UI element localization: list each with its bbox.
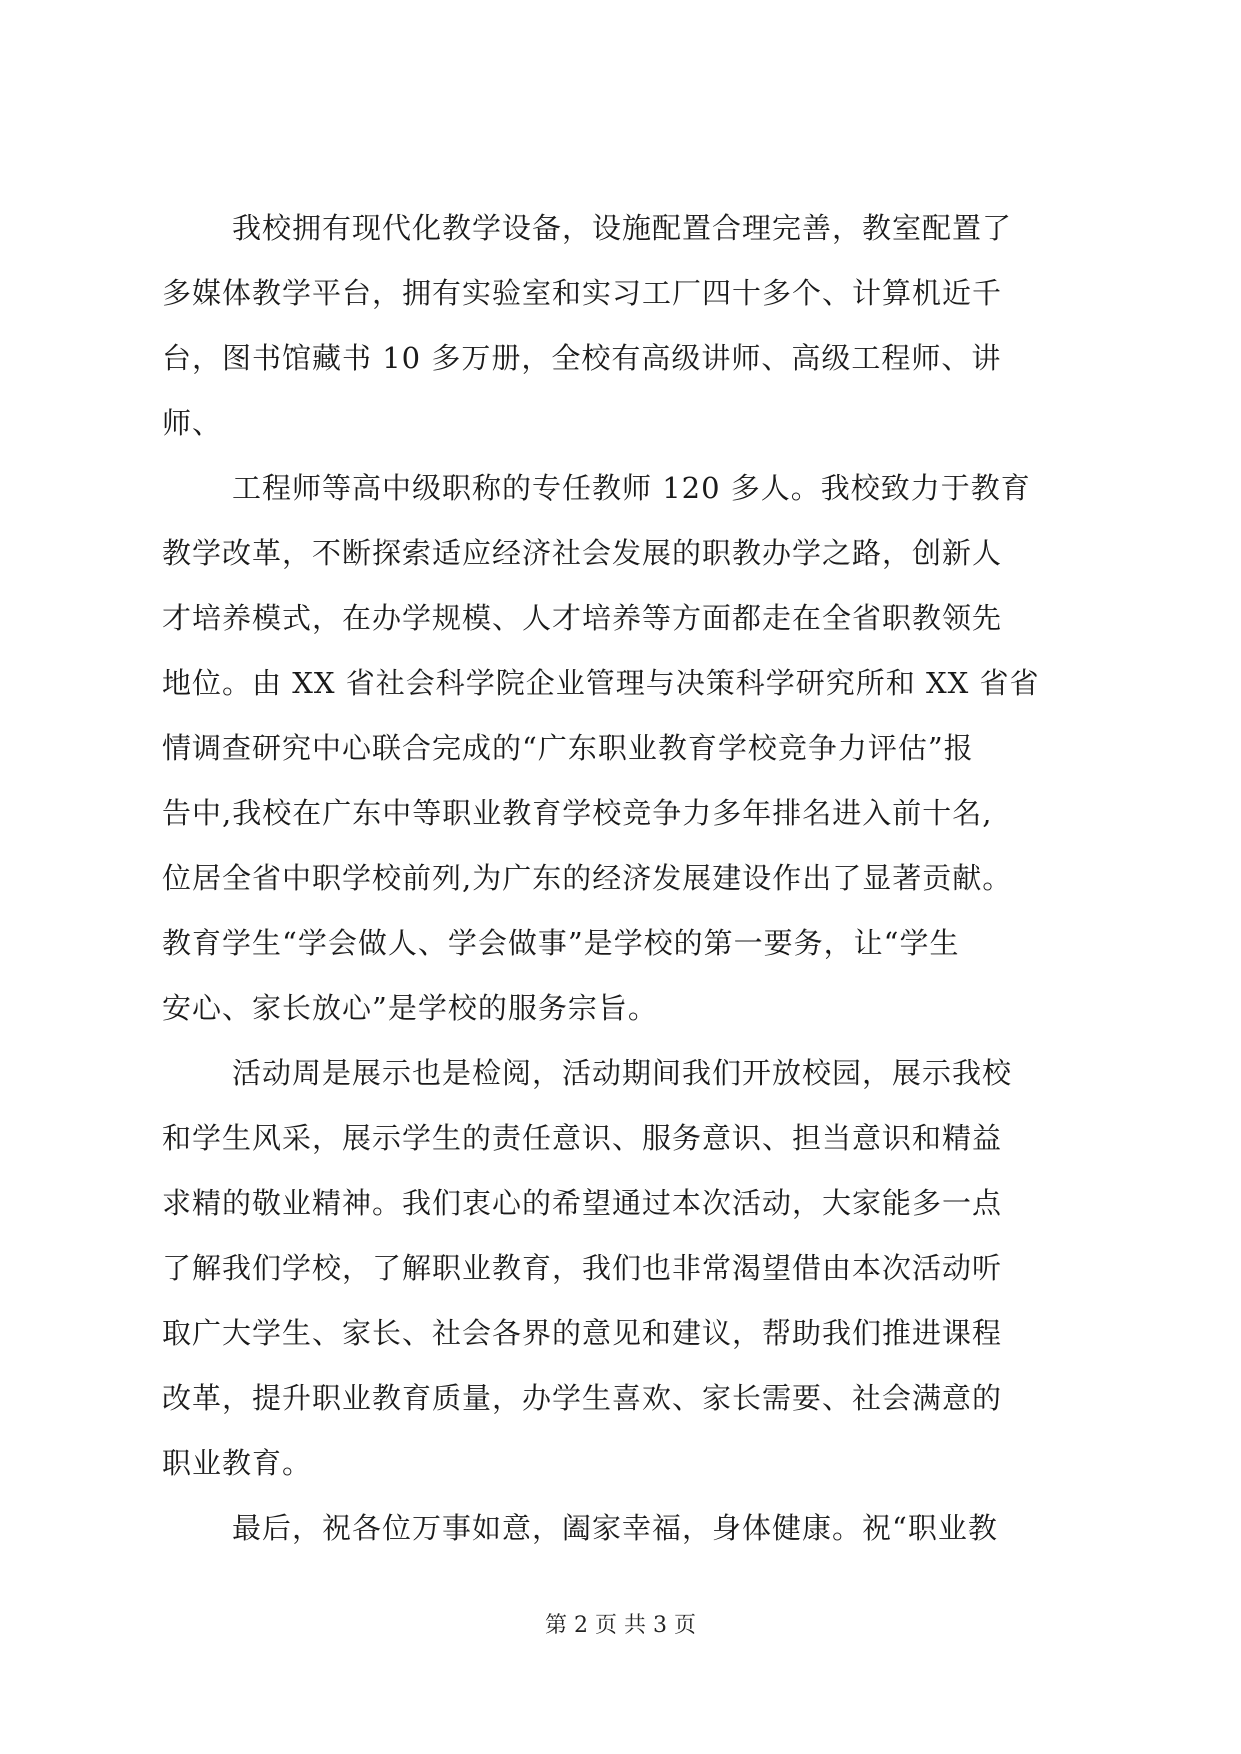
text-line: 职业教育。 [162, 1446, 313, 1480]
text-line: 工程师等高中级职称的专任教师 120 多人。我校致力于教育 [232, 471, 1031, 505]
text-line: 地位。由 XX 省社会科学院企业管理与决策科学研究所和 XX 省省 [162, 666, 1040, 700]
text-line: 情调查研究中心联合完成的“广东职业教育学校竞争力评估”报 [162, 731, 974, 765]
text-line: 师、 [162, 406, 223, 440]
text-line: 最后，祝各位万事如意，阖家幸福，身体健康。祝“职业教 [232, 1511, 998, 1545]
text-line: 位居全省中职学校前列,为广东的经济发展建设作出了显著贡献。 [162, 861, 1013, 895]
text-line: 告中,我校在广东中等职业教育学校竞争力多年排名进入前十名, [162, 796, 993, 830]
text-line: 我校拥有现代化教学设备，设施配置合理完善，教室配置了 [232, 211, 1013, 245]
paragraph-facilities [162, 196, 1082, 456]
text-line: 才培养模式，在办学规模、人才培养等方面都走在全省职教领先 [162, 601, 1003, 635]
text-line: 安心、家长放心”是学校的服务宗旨。 [162, 991, 658, 1025]
text-line: 教育学生“学会做人、学会做事”是学校的第一要务，让“学生 [162, 926, 960, 960]
text-line: 教学改革，不断探索适应经济社会发展的职教办学之路，创新人 [162, 536, 1003, 570]
text-line: 取广大学生、家长、社会各界的意见和建议，帮助我们推进课程 [162, 1316, 1003, 1350]
text-line: 和学生风采，展示学生的责任意识、服务意识、担当意识和精益 [162, 1121, 1003, 1155]
document-body [162, 196, 1082, 1561]
text-line: 了解我们学校，了解职业教育，我们也非常渴望借由本次活动听 [162, 1251, 1003, 1285]
paragraph-closing [162, 1496, 1082, 1561]
page-number-footer: 第 2 页 共 3 页 [545, 1613, 696, 1638]
text-line: 求精的敬业精神。我们衷心的希望通过本次活动，大家能多一点 [162, 1186, 1003, 1220]
paragraph-activity-week [162, 1041, 1082, 1496]
text-line: 活动周是展示也是检阅，活动期间我们开放校园，展示我校 [232, 1056, 1013, 1090]
paragraph-teachers [162, 456, 1082, 1041]
text-line: 多媒体教学平台，拥有实验室和实习工厂四十多个、计算机近千 [162, 276, 1003, 310]
text-line: 台，图书馆藏书 10 多万册，全校有高级讲师、高级工程师、讲 [162, 341, 1002, 375]
text-line: 改革，提升职业教育质量，办学生喜欢、家长需要、社会满意的 [162, 1381, 1003, 1415]
